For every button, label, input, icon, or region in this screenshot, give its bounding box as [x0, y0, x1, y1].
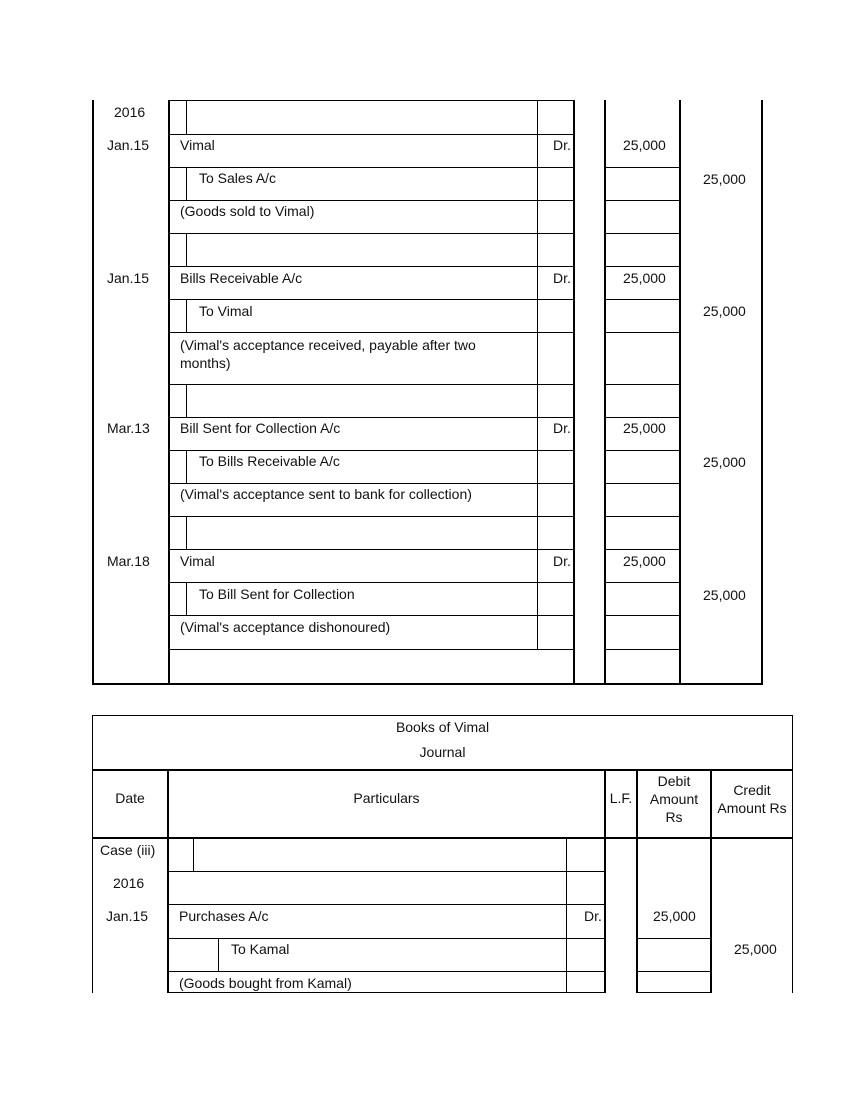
header-debit-amount: Debit Amount Rs [649, 773, 699, 825]
entry-date: Jan.15 [106, 908, 149, 924]
case-label: Case (iii) [100, 842, 156, 858]
header-lf: L.F. [609, 790, 633, 806]
credit-account: To Kamal [231, 941, 290, 957]
debit-account: Vimal [180, 553, 215, 569]
narration: (Vimal's acceptance sent to bank for collection) [180, 486, 472, 502]
debit-amount: 25,000 [623, 420, 666, 436]
narration: (Goods sold to Vimal) [180, 203, 315, 219]
entry-date: Jan.15 [107, 270, 150, 286]
debit-account: Purchases A/c [179, 908, 269, 924]
dr-marker: Dr. [553, 420, 571, 436]
header-particulars: Particulars [353, 790, 420, 806]
dr-marker: Dr. [553, 553, 571, 569]
credit-account: To Sales A/c [199, 170, 277, 186]
debit-amount: 25,000 [623, 553, 666, 569]
credit-amount: 25,000 [703, 171, 746, 187]
header-date: Date [115, 790, 145, 806]
credit-amount: 25,000 [703, 454, 746, 470]
books-title: Books of Vimal [395, 719, 490, 735]
header-credit-amount: Credit Amount Rs [717, 782, 787, 816]
credit-amount: 25,000 [703, 303, 746, 319]
journal-subtitle: Journal [419, 744, 466, 760]
dr-marker: Dr. [584, 908, 602, 924]
narration: (Goods bought from Kamal) [179, 975, 352, 991]
entry-date: Jan.15 [107, 137, 150, 153]
dr-marker: Dr. [553, 137, 571, 153]
debit-account: Bill Sent for Collection A/c [180, 420, 341, 436]
debit-amount: 25,000 [653, 908, 696, 924]
debit-account: Bills Receivable A/c [180, 270, 303, 286]
credit-amount: 25,000 [703, 587, 746, 603]
debit-account: Vimal [180, 137, 215, 153]
debit-amount: 25,000 [623, 137, 666, 153]
year-label: 2016 [113, 875, 145, 891]
entry-date: Mar.18 [107, 553, 150, 569]
credit-account: To Vimal [199, 303, 253, 319]
debit-amount: 25,000 [623, 270, 666, 286]
credit-amount: 25,000 [734, 941, 777, 957]
narration: (Vimal's acceptance received, payable after two months) [180, 337, 476, 371]
credit-account: To Bill Sent for Collection [199, 586, 355, 602]
entry-date: Mar.13 [107, 420, 150, 436]
dr-marker: Dr. [553, 270, 571, 286]
narration: (Vimal's acceptance dishonoured) [180, 619, 391, 635]
year-label: 2016 [114, 104, 146, 120]
credit-account: To Bills Receivable A/c [199, 453, 340, 469]
